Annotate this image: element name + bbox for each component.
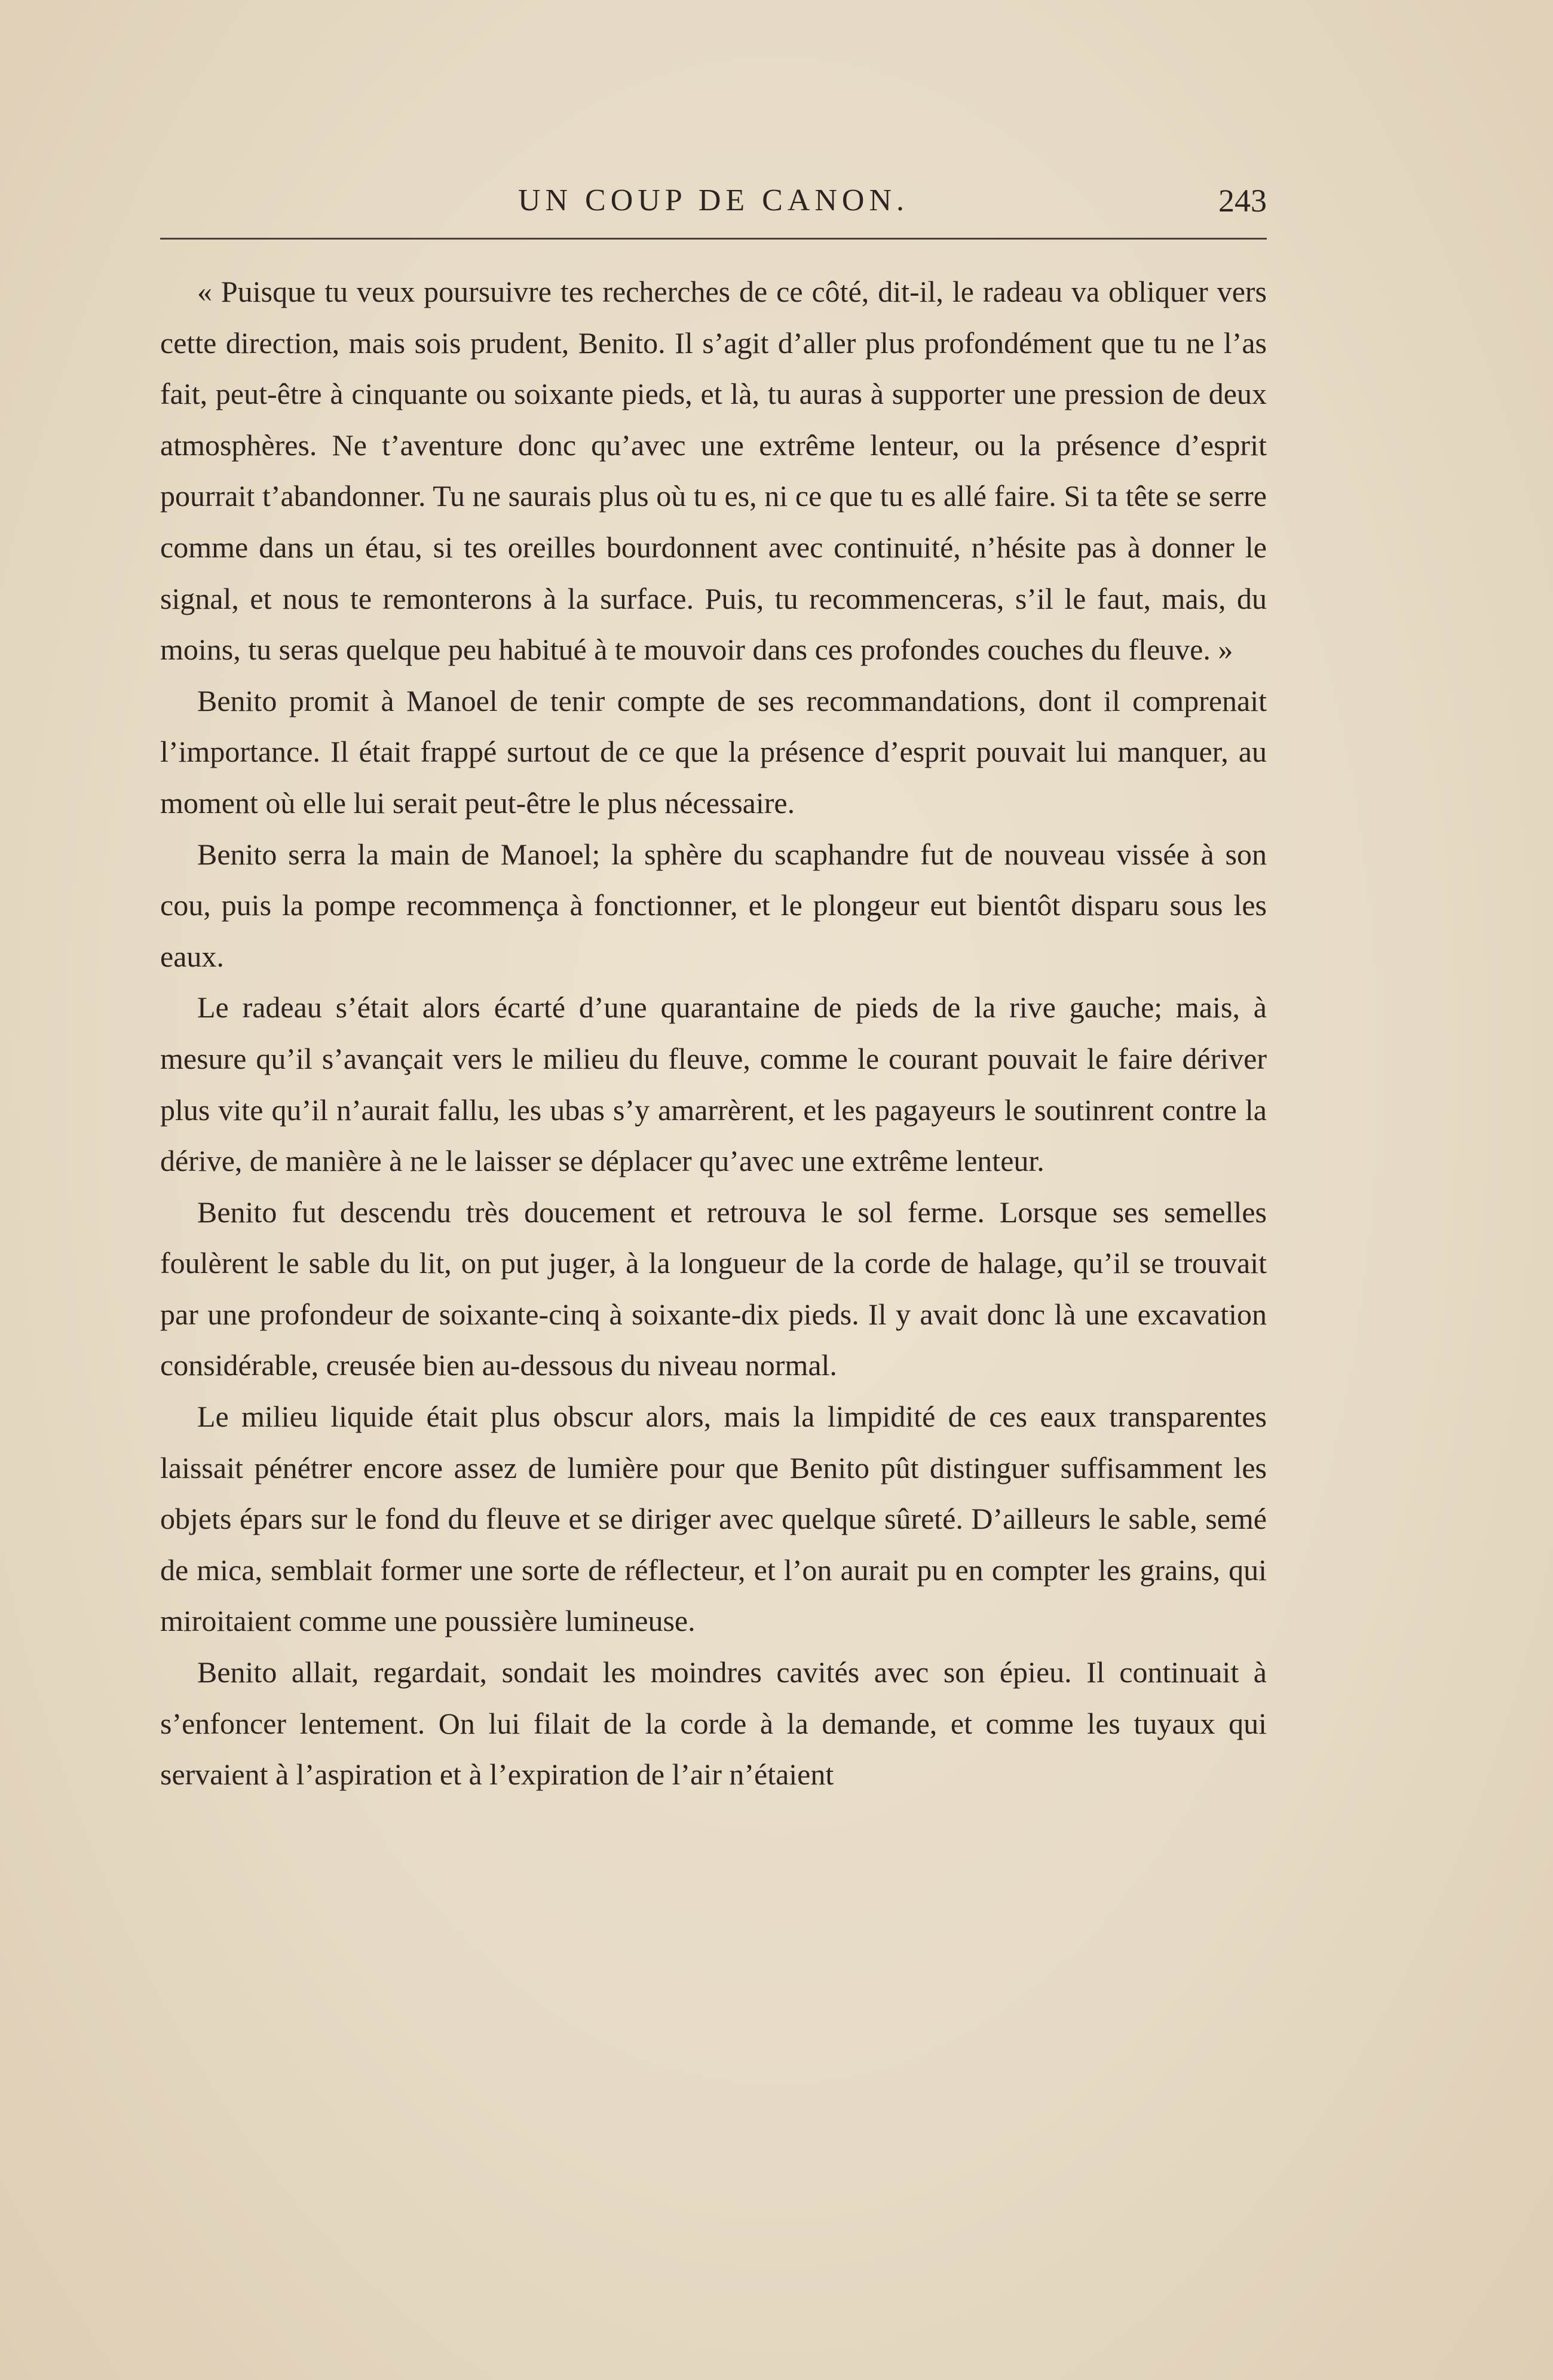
page-number: 243 — [1218, 183, 1267, 219]
header-rule — [160, 238, 1267, 240]
paragraph: Le radeau s’était alors écarté d’une quarantaine de pieds de la rive gauche; mais, à mesure qu’il s’avançait vers le milieu du fleuve, comme le courant pouvait le faire dériver plus vite qu’il n’aurait fallu, les ubas s’y amarrèrent, et les pagayeurs le soutinrent contre la dérive, de manière à ne le laisser se déplacer qu’avec une extrême lenteur. — [160, 990, 1267, 1178]
page-header — [160, 177, 1267, 225]
paragraph: Benito promit à Manoel de tenir compte de ses recommandations, dont il comprenait l’importance. Il était frappé surtout de ce que la présence d’esprit pouvait lui manquer, au moment où elle lui serait peut-être le plus nécessaire. — [160, 683, 1267, 820]
paragraph: Benito serra la main de Manoel; la sphère du scaphandre fut de nouveau vissée à son cou, puis la pompe recommença à fonctionner, et le plongeur eut bientôt disparu sous les eaux. — [160, 837, 1267, 973]
paragraph: Le milieu liquide était plus obscur alors, mais la limpidité de ces eaux transparentes laissait pénétrer encore assez de lumière pour que Benito pût distinguer suffisamment les objets épars sur le fond du fleuve et se diriger avec quelque sûreté. D’ailleurs le sable, semé de mica, semblait former une sorte de réflecteur, et l’on aurait pu en compter les grains, qui miroitaient comme une poussière lumineuse. — [160, 1400, 1267, 1638]
paragraph: Benito fut descendu très doucement et retrouva le sol ferme. Lorsque ses semelles foulèrent le sable du lit, on put juger, à la longueur de la corde de halage, qu’il se trouvait par une profondeur de soixante-cinq à soixante-dix pieds. Il y avait donc là une excavation considérable, creusée bien au-dessous du niveau normal. — [160, 1195, 1267, 1382]
body-text — [160, 266, 1267, 1801]
paragraph: Benito allait, regardait, sondait les moindres cavités avec son épieu. Il continuait à s’enfoncer lentement. On lui filait de la corde à la demande, et comme les tuyaux qui servaient à l’aspiration et à l’expiration de l’air n’étaient — [160, 1655, 1267, 1792]
paragraph: « Puisque tu veux poursuivre tes recherches de ce côté, dit-il, le radeau va obliquer vers cette direction, mais sois prudent, Benito. Il s’agit d’aller plus profondément que tu ne l’as fait, peut-être à cinquante ou soixante pieds, et là, tu auras à supporter une pression de deux atmosphères. Ne t’aventure donc qu’avec une extrême lenteur, ou la présence d’esprit pourrait t’abandonner. Tu ne saurais plus où tu es, ni ce que tu es allé faire. Si ta tête se serre comme dans un étau, si tes oreilles bourdonnent avec continuité, n’hésite pas à donner le signal, et nous te remonterons à la surface. Puis, tu recommenceras, s’il le faut, mais, du moins, tu seras quelque peu habitué à te mouvoir dans ces profondes couches du fleuve. » — [160, 275, 1267, 667]
running-title: UN COUP DE CANON. — [517, 183, 909, 217]
